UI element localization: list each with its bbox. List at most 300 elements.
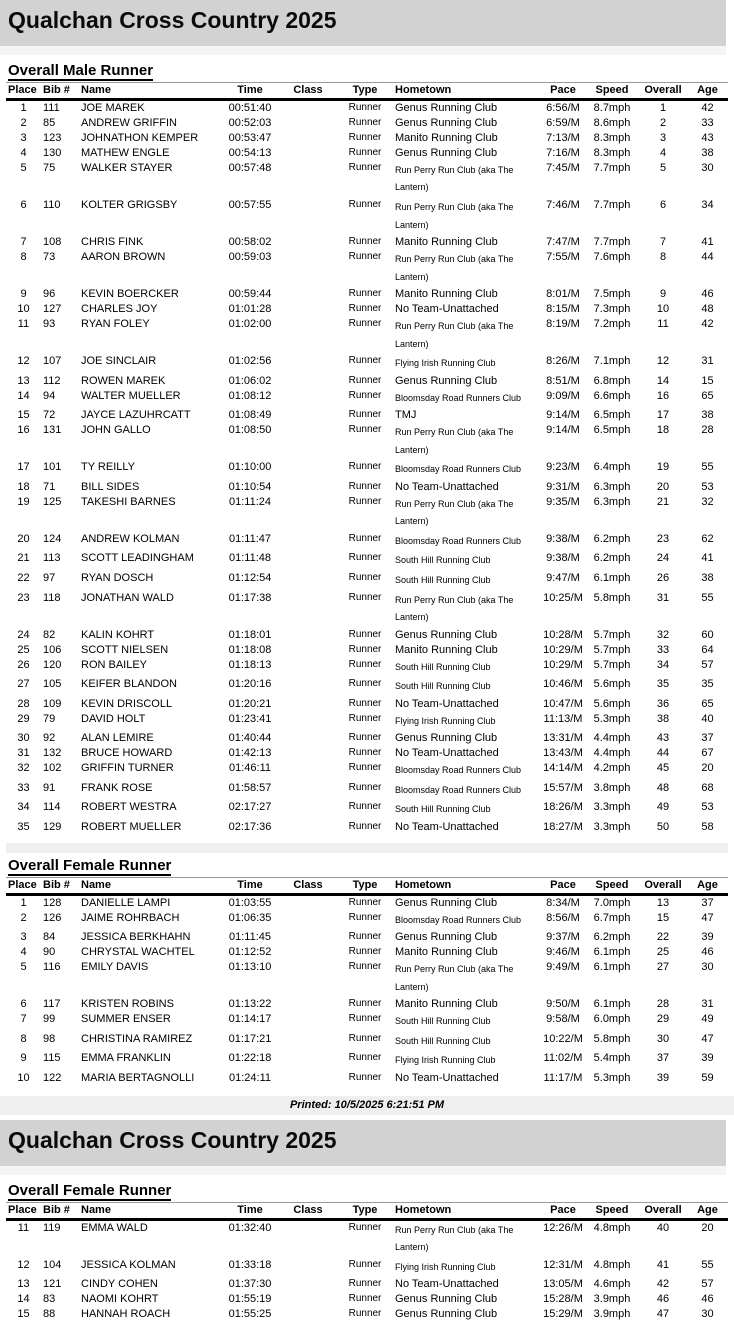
- cell-bib: 72: [43, 409, 56, 422]
- cell-pace: 9:37/M: [546, 931, 580, 944]
- cell-age: 65: [701, 389, 714, 402]
- cell-class: [279, 697, 337, 712]
- cell-bib: 110: [43, 198, 61, 211]
- cell-pace: 12:26/M: [543, 1221, 583, 1234]
- cell-age: 41: [701, 236, 714, 249]
- cell-overall: 50: [656, 820, 670, 833]
- cell-type: Runner: [348, 1308, 382, 1320]
- cell-age: 30: [701, 961, 714, 974]
- cell-hometown: Bloomsday Road Runners Club: [395, 392, 522, 403]
- cell-type: Runner: [348, 643, 382, 655]
- cell-speed: 8.7mph: [593, 102, 631, 114]
- cell-bib: 120: [43, 658, 62, 671]
- cell-hometown: Run Perry Run Club (aka The Lantern): [395, 427, 514, 455]
- cell-class: [279, 712, 337, 732]
- cell-time: 01:08:49: [228, 409, 272, 422]
- cell-hometown: Bloomsday Road Runners Club: [395, 464, 522, 475]
- cell-place: 12: [17, 1258, 30, 1271]
- cell-type: Runner: [348, 1052, 382, 1064]
- cell-name: MARIA BERTAGNOLLI: [81, 1071, 195, 1084]
- cell-hometown: Run Perry Run Club (aka The Lantern): [395, 594, 514, 623]
- result-row: [6, 697, 728, 712]
- cell-type: Runner: [348, 1293, 382, 1305]
- cell-age: 55: [701, 1258, 714, 1271]
- cell-place: 8: [20, 1032, 27, 1045]
- cell-time: 01:06:02: [228, 374, 272, 387]
- cell-age: 28: [701, 424, 714, 437]
- cell-bib: 99: [43, 1013, 56, 1026]
- result-row: [6, 930, 728, 945]
- page-2-content: [0, 1182, 734, 1322]
- cell-place: 11: [17, 318, 30, 331]
- cell-type: Runner: [348, 747, 382, 759]
- cell-bib: 106: [43, 643, 62, 656]
- column-header-name: Name: [81, 84, 111, 96]
- cell-place: 4: [20, 946, 27, 959]
- cell-class: [279, 116, 337, 131]
- cell-pace: 11:13/M: [543, 712, 583, 725]
- cell-speed: 3.8mph: [593, 781, 631, 794]
- cell-pace: 8:19/M: [546, 318, 580, 331]
- page-title-2: Qualchan Cross Country 2025: [8, 1126, 337, 1153]
- cell-bib: 123: [43, 131, 62, 144]
- cell-class: [279, 131, 337, 146]
- cell-time: 01:11:45: [228, 931, 271, 944]
- cell-bib: 129: [43, 820, 62, 833]
- cell-place: 31: [17, 747, 30, 760]
- cell-age: 39: [701, 931, 714, 944]
- cell-time: 01:14:17: [228, 1013, 272, 1026]
- cell-age: 20: [701, 762, 714, 775]
- cell-overall: 46: [656, 1293, 670, 1306]
- cell-overall: 6: [659, 198, 667, 211]
- column-header-class: Class: [293, 84, 323, 96]
- cell-hometown: Flying Irish Running Club: [395, 1261, 496, 1272]
- cell-time: 01:42:13: [228, 747, 272, 760]
- result-row: [6, 389, 728, 409]
- result-row: [6, 761, 728, 781]
- cell-speed: 8.3mph: [593, 146, 631, 159]
- result-row: [6, 1307, 728, 1322]
- results-section: [6, 1182, 728, 1322]
- cell-type: Runner: [348, 697, 382, 709]
- cell-class: [279, 551, 337, 571]
- column-header-class: Class: [293, 878, 323, 891]
- cell-overall: 9: [659, 288, 667, 301]
- result-row: [6, 131, 728, 146]
- cell-hometown: South Hill Running Club: [395, 681, 491, 692]
- cell-class: [279, 628, 337, 643]
- result-row: [6, 460, 728, 480]
- cell-overall: 45: [656, 762, 670, 775]
- results-section: [6, 843, 728, 1086]
- cell-pace: 9:35/M: [546, 495, 580, 508]
- cell-time: 01:18:08: [228, 643, 272, 656]
- cell-hometown: Manito Running Club: [395, 946, 498, 959]
- cell-type: Runner: [348, 552, 382, 564]
- cell-name: TAKESHI BARNES: [81, 495, 176, 508]
- cell-type: Runner: [348, 678, 382, 690]
- cell-class: [279, 820, 337, 835]
- cell-class: [279, 100, 337, 116]
- cell-age: 58: [701, 820, 714, 833]
- cell-overall: 40: [656, 1221, 670, 1234]
- cell-pace: 7:45/M: [546, 161, 580, 174]
- cell-age: 38: [701, 146, 714, 159]
- header-divider-band-2: [0, 1166, 726, 1175]
- column-header-type: Type: [352, 1203, 378, 1216]
- cell-overall: 25: [656, 946, 670, 959]
- cell-time: 01:55:25: [228, 1308, 272, 1321]
- cell-age: 38: [701, 409, 714, 422]
- cell-type: Runner: [348, 1032, 382, 1044]
- cell-pace: 10:29/M: [543, 658, 583, 671]
- cell-time: 01:03:55: [228, 896, 272, 909]
- results-table: [6, 82, 728, 835]
- cell-time: 01:46:11: [228, 762, 271, 775]
- cell-name: TY REILLY: [81, 461, 136, 474]
- cell-pace: 7:55/M: [546, 251, 580, 264]
- cell-age: 47: [701, 1032, 714, 1045]
- cell-age: 67: [701, 747, 714, 760]
- result-row: [6, 161, 728, 198]
- cell-name: SUMMER ENSER: [81, 1013, 171, 1026]
- cell-bib: 130: [43, 146, 62, 159]
- section-title: [8, 1182, 728, 1199]
- cell-bib: 113: [43, 552, 61, 565]
- result-row: [6, 354, 728, 374]
- cell-hometown: Manito Running Club: [395, 998, 498, 1011]
- cell-age: 49: [701, 1013, 714, 1026]
- cell-bib: 92: [43, 732, 56, 745]
- cell-bib: 73: [43, 251, 56, 264]
- cell-place: 5: [20, 161, 27, 174]
- cell-type: Runner: [348, 251, 382, 263]
- cell-place: 1: [20, 896, 27, 909]
- cell-place: 10: [17, 303, 30, 316]
- cell-speed: 3.9mph: [593, 1293, 631, 1306]
- cell-speed: 7.7mph: [593, 198, 631, 211]
- column-header-age: Age: [697, 1203, 718, 1216]
- result-row: [6, 495, 728, 532]
- cell-overall: 38: [656, 712, 670, 725]
- cell-class: [279, 781, 337, 801]
- cell-hometown: Run Perry Run Club (aka The Lantern): [395, 254, 514, 282]
- cell-class: [279, 198, 337, 235]
- cell-bib: 126: [43, 911, 62, 924]
- cell-pace: 18:26/M: [543, 801, 583, 814]
- cell-overall: 19: [656, 461, 670, 474]
- cell-speed: 6.1mph: [593, 946, 631, 959]
- result-row: [6, 374, 728, 389]
- cell-hometown: Genus Running Club: [395, 931, 498, 944]
- cell-pace: 10:25/M: [543, 591, 583, 604]
- cell-time: 01:02:56: [228, 355, 272, 368]
- cell-class: [279, 1032, 337, 1052]
- cell-hometown: Genus Running Club: [395, 732, 498, 745]
- cell-class: [279, 997, 337, 1012]
- cell-speed: 3.3mph: [593, 820, 631, 833]
- cell-time: 00:57:48: [228, 161, 272, 174]
- cell-pace: 7:16/M: [546, 146, 580, 159]
- cell-hometown: South Hill Running Club: [395, 574, 491, 585]
- page-1-content: [0, 62, 734, 1086]
- cell-age: 46: [701, 288, 714, 301]
- cell-overall: 30: [656, 1032, 670, 1045]
- cell-overall: 14: [656, 374, 670, 387]
- cell-name: CHRIS FINK: [81, 236, 144, 249]
- cell-time: 01:08:50: [228, 424, 272, 437]
- cell-time: 01:18:13: [228, 658, 272, 671]
- cell-bib: 94: [43, 389, 56, 402]
- cell-speed: 7.3mph: [593, 303, 631, 316]
- cell-time: 01:20:16: [228, 678, 272, 691]
- cell-time: 01:33:18: [228, 1258, 272, 1271]
- cell-pace: 7:47/M: [546, 236, 580, 249]
- cell-place: 6: [20, 198, 27, 211]
- cell-overall: 3: [659, 131, 667, 144]
- cell-age: 34: [701, 198, 714, 211]
- cell-age: 48: [701, 303, 714, 316]
- cell-pace: 10:46/M: [543, 678, 583, 691]
- result-row: [6, 235, 728, 250]
- table-header-row: [6, 877, 728, 894]
- cell-time: 01:18:01: [228, 628, 272, 641]
- result-row: [6, 116, 728, 131]
- cell-place: 9: [20, 288, 27, 301]
- cell-type: Runner: [348, 801, 382, 813]
- cell-place: 14: [17, 389, 30, 402]
- column-header-class: Class: [293, 1203, 323, 1216]
- column-header-speed: Speed: [595, 878, 629, 891]
- cell-age: 31: [701, 998, 714, 1011]
- cell-class: [279, 1258, 337, 1278]
- cell-class: [279, 250, 337, 287]
- cell-type: Runner: [348, 820, 382, 832]
- cell-class: [279, 161, 337, 198]
- cell-name: ANDREW GRIFFIN: [81, 116, 177, 129]
- cell-place: 19: [17, 495, 30, 508]
- cell-bib: 116: [43, 961, 61, 974]
- cell-pace: 8:51/M: [546, 374, 580, 387]
- cell-age: 47: [701, 911, 714, 924]
- section-title: [8, 857, 728, 874]
- cell-overall: 20: [656, 480, 670, 493]
- cell-name: KRISTEN ROBINS: [81, 998, 174, 1011]
- cell-place: 35: [17, 820, 30, 833]
- cell-age: 46: [701, 946, 714, 959]
- cell-overall: 27: [656, 961, 670, 974]
- cell-bib: 112: [43, 374, 61, 387]
- cell-hometown: Genus Running Club: [395, 146, 498, 159]
- cell-class: [279, 1071, 337, 1086]
- cell-type: Runner: [348, 288, 382, 300]
- cell-bib: 132: [43, 747, 62, 760]
- cell-place: 9: [20, 1052, 27, 1065]
- cell-class: [279, 423, 337, 460]
- cell-pace: 10:47/M: [543, 697, 583, 710]
- cell-type: Runner: [348, 532, 382, 544]
- cell-hometown: Genus Running Club: [395, 374, 498, 387]
- cell-hometown: South Hill Running Club: [395, 555, 491, 566]
- column-header-overall: Overall: [644, 84, 682, 96]
- result-row: [6, 820, 728, 835]
- cell-bib: 125: [43, 495, 62, 508]
- cell-age: 44: [701, 251, 714, 264]
- cell-name: JOE SINCLAIR: [81, 355, 157, 368]
- cell-bib: 91: [43, 781, 56, 794]
- cell-name: JONATHAN WALD: [81, 591, 174, 604]
- cell-name: KALIN KOHRT: [81, 628, 155, 641]
- cell-bib: 114: [43, 801, 61, 814]
- result-row: [6, 1258, 728, 1278]
- result-row: [6, 945, 728, 960]
- cell-overall: 47: [656, 1308, 670, 1321]
- cell-hometown: Run Perry Run Club (aka The Lantern): [395, 201, 514, 230]
- cell-time: 01:10:54: [228, 480, 272, 493]
- cell-age: 55: [701, 591, 714, 604]
- cell-time: 01:40:44: [228, 732, 272, 745]
- cell-pace: 15:29/M: [543, 1308, 583, 1321]
- cell-age: 55: [701, 461, 714, 474]
- cell-place: 28: [17, 697, 30, 710]
- cell-bib: 101: [43, 461, 62, 474]
- cell-name: ROBERT WESTRA: [81, 801, 177, 814]
- cell-name: EMMA FRANKLIN: [81, 1052, 171, 1065]
- cell-bib: 88: [43, 1308, 56, 1321]
- cell-hometown: Genus Running Club: [395, 896, 498, 909]
- cell-place: 23: [17, 591, 30, 604]
- results-table: [6, 1202, 728, 1322]
- cell-name: SCOTT LEADINGHAM: [81, 552, 194, 565]
- cell-overall: 1: [659, 102, 667, 114]
- result-row: [6, 712, 728, 732]
- cell-bib: 97: [43, 571, 56, 584]
- cell-type: Runner: [348, 712, 382, 724]
- cell-bib: 71: [43, 480, 56, 493]
- cell-pace: 8:34/M: [546, 896, 580, 909]
- cell-speed: 7.7mph: [593, 161, 631, 174]
- cell-class: [279, 389, 337, 409]
- cell-age: 43: [701, 131, 714, 144]
- cell-age: 37: [701, 732, 714, 745]
- cell-hometown: Genus Running Club: [395, 116, 498, 129]
- cell-pace: 6:59/M: [546, 116, 580, 129]
- header-divider-band: [0, 46, 726, 55]
- cell-pace: 15:28/M: [543, 1293, 583, 1306]
- cell-overall: 7: [659, 236, 667, 249]
- cell-name: ROWEN MAREK: [81, 374, 166, 387]
- result-row: [6, 1051, 728, 1071]
- result-row: [6, 408, 728, 423]
- cell-overall: 33: [656, 643, 670, 656]
- cell-speed: 4.8mph: [593, 1221, 631, 1234]
- cell-pace: 9:47/M: [546, 571, 580, 584]
- cell-type: Runner: [348, 781, 382, 793]
- cell-age: 42: [701, 318, 714, 331]
- cell-name: JAIME ROHRBACH: [81, 911, 180, 924]
- cell-class: [279, 146, 337, 161]
- cell-age: 40: [701, 712, 714, 725]
- cell-speed: 7.0mph: [593, 896, 631, 909]
- cell-place: 7: [20, 236, 27, 249]
- cell-age: 60: [701, 628, 714, 641]
- cell-class: [279, 761, 337, 781]
- column-header-name: Name: [81, 1203, 111, 1216]
- cell-age: 39: [701, 1052, 714, 1065]
- section-title: [8, 62, 728, 79]
- cell-pace: 9:23/M: [546, 461, 580, 474]
- result-row: [6, 198, 728, 235]
- cell-time: 00:58:02: [228, 236, 272, 249]
- result-row: [6, 480, 728, 495]
- cell-class: [279, 1219, 337, 1258]
- cell-bib: 109: [43, 697, 62, 710]
- cell-class: [279, 1307, 337, 1322]
- cell-type: Runner: [348, 480, 382, 492]
- cell-overall: 15: [656, 911, 670, 924]
- cell-bib: 124: [43, 532, 62, 545]
- cell-age: 42: [701, 102, 714, 114]
- cell-place: 17: [17, 461, 30, 474]
- cell-pace: 7:46/M: [546, 198, 580, 211]
- cell-time: 00:57:55: [228, 198, 272, 211]
- cell-name: KOLTER GRIGSBY: [81, 198, 178, 211]
- cell-place: 13: [17, 1278, 30, 1291]
- cell-time: 02:17:27: [228, 801, 272, 814]
- cell-type: Runner: [348, 946, 382, 958]
- cell-speed: 6.5mph: [593, 409, 631, 422]
- cell-pace: 10:22/M: [543, 1032, 583, 1045]
- cell-class: [279, 1051, 337, 1071]
- cell-time: 01:01:28: [228, 303, 272, 316]
- cell-type: Runner: [348, 161, 382, 173]
- results-section: [6, 62, 728, 835]
- cell-speed: 5.7mph: [593, 628, 631, 641]
- cell-bib: 84: [43, 931, 56, 944]
- cell-time: 01:22:18: [228, 1052, 272, 1065]
- cell-overall: 39: [656, 1071, 670, 1084]
- cell-overall: 43: [656, 732, 670, 745]
- cell-age: 38: [701, 571, 714, 584]
- cell-speed: 6.3mph: [593, 480, 631, 493]
- cell-hometown: Genus Running Club: [395, 628, 498, 641]
- cell-name: KEVIN BOERCKER: [81, 288, 179, 301]
- cell-hometown: No Team-Unattached: [395, 1278, 499, 1291]
- cell-speed: 5.8mph: [593, 591, 631, 604]
- result-row: [6, 100, 728, 116]
- cell-speed: 6.2mph: [593, 532, 631, 545]
- cell-time: 00:51:40: [228, 102, 272, 114]
- cell-pace: 12:31/M: [543, 1258, 583, 1271]
- cell-name: WALTER MUELLER: [81, 389, 181, 402]
- cell-overall: 37: [656, 1052, 670, 1065]
- cell-speed: 5.7mph: [593, 643, 631, 656]
- cell-bib: 121: [43, 1278, 62, 1291]
- cell-bib: 82: [43, 628, 56, 641]
- cell-class: [279, 1277, 337, 1292]
- cell-speed: 4.6mph: [593, 1278, 631, 1291]
- page-1-sections: [6, 62, 728, 1086]
- cell-hometown: Flying Irish Running Club: [395, 1055, 496, 1066]
- cell-type: Runner: [348, 961, 382, 973]
- cell-hometown: Genus Running Club: [395, 1293, 498, 1306]
- cell-name: GRIFFIN TURNER: [81, 762, 174, 775]
- cell-overall: 28: [656, 998, 670, 1011]
- cell-class: [279, 354, 337, 374]
- cell-name: AARON BROWN: [81, 251, 166, 264]
- cell-type: Runner: [348, 931, 382, 943]
